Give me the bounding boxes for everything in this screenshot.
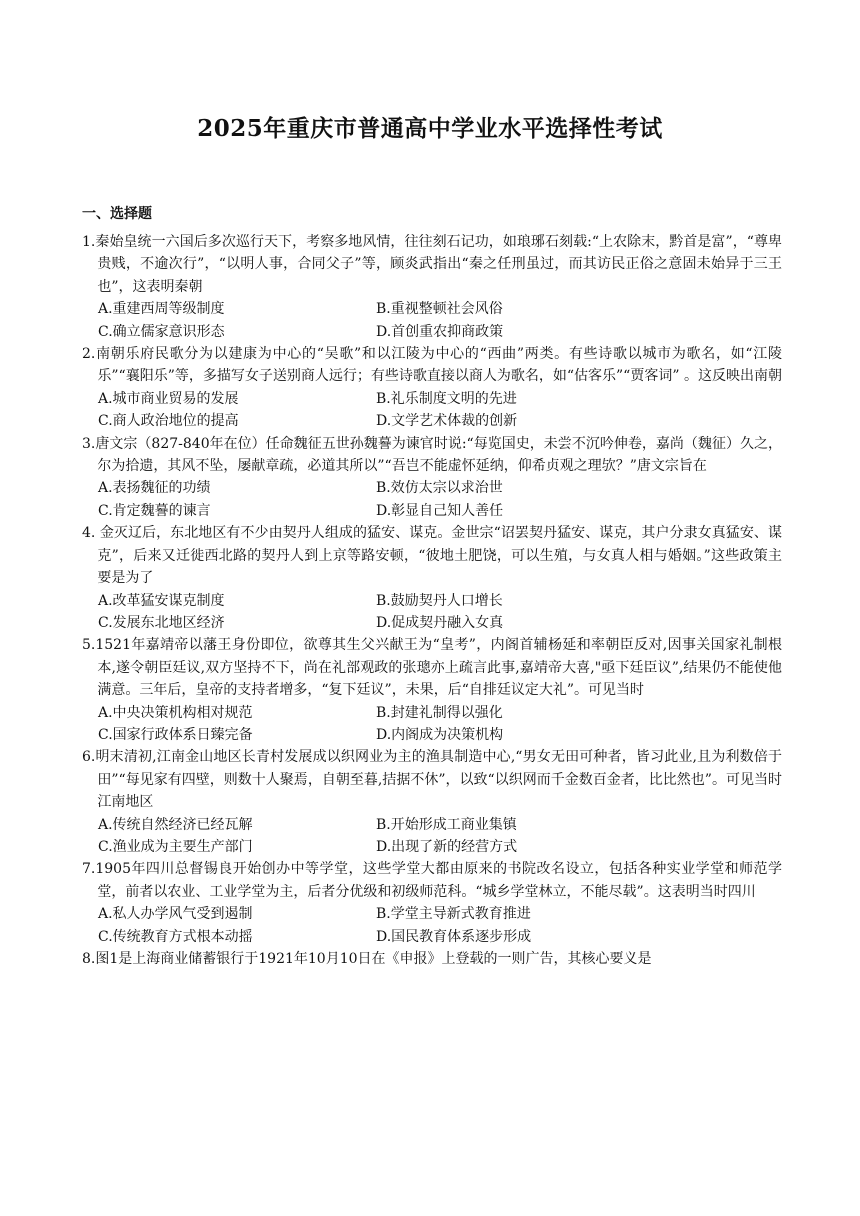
option-grid (82, 298, 782, 343)
answer-option: D.彰显自己知人善任 (376, 502, 504, 519)
document-title: 2025年重庆市普通高中学业水平选择性考试 (197, 115, 663, 142)
question-block (82, 231, 782, 343)
answer-option: A.传统自然经济已经瓦解 (98, 816, 253, 833)
answer-option: C.确立儒家意识形态 (98, 323, 225, 340)
answer-option: D.文学艺术体裁的创新 (376, 413, 518, 430)
question-block (82, 634, 782, 746)
answer-option: B.鼓励契丹人口增长 (376, 592, 503, 609)
answer-option: A.改革猛安谋克制度 (98, 592, 225, 609)
option-grid (82, 388, 782, 433)
option-grid (82, 590, 782, 635)
answer-option: B.效仿太宗以求治世 (376, 480, 503, 497)
question-block (82, 522, 782, 634)
answer-option: D.出现了新的经营方式 (376, 838, 518, 855)
answer-option: D.国民教育体系逐步形成 (376, 928, 532, 945)
question-stem: 2.南朝乐府民歌分为以建康为中心的“吴歌”和以江陵为中心的“西曲”两类。有些诗歌以城市为歌名，如“江陵乐”“襄阳乐”等，多描写女子送别商人远行；有些诗歌直接以商人为歌名，如“估客乐”“贾客词” 。这反映出南朝 (82, 346, 782, 385)
answer-option: C.发展东北地区经济 (98, 614, 225, 631)
answer-option: C.国家行政体系日臻完备 (98, 726, 253, 743)
option-grid (82, 702, 782, 747)
answer-option: A.重建西周等级制度 (98, 301, 225, 318)
answer-option: A.中央决策机构相对规范 (98, 704, 253, 721)
answer-option: B.学堂主导新式教育推进 (376, 906, 531, 923)
answer-option: A.城市商业贸易的发展 (98, 390, 239, 407)
question-list (82, 231, 782, 970)
answer-option: C.商人政治地位的提高 (98, 413, 239, 430)
answer-option: C.肯定魏謩的谏言 (98, 502, 211, 519)
question-stem: 3.唐文宗（827-840年在位）任命魏征五世孙魏謩为谏官时说:“每览国史，未尝不沉吟伸卷，嘉尚（魏征）久之，尔为拾遗，其风不坠，屡献章疏，必道其所以”“吾岂不能虚怀延纳，仰希贞观之理欤？”唐文宗旨在 (82, 435, 782, 475)
answer-option: A.表扬魏征的功绩 (98, 480, 211, 497)
section-heading: 一、选择题 (82, 206, 152, 222)
question-stem: 6.明末清初,江南金山地区长青村发展成以织网业为主的渔具制造中心,“男女无田可种者，皆习此业,且为利数倍于田”“每见家有四壁，则数十人聚焉，自朝至暮,拮据不休”，以致“以织网而千金数百金者，比比然也”。可见当时江南地区 (82, 749, 782, 811)
answer-option: D.首创重农抑商政策 (376, 323, 504, 340)
answer-option: C.渔业成为主要生产部门 (98, 838, 253, 855)
question-stem: 5.1521年嘉靖帝以藩王身份即位，欲尊其生父兴献王为“皇考”，内阁首辅杨延和率朝臣反对,因事关国家礼制根本,遂令朝臣廷议,双方坚持不下，尚在礼部观政的张璁亦上疏言此事,嘉靖帝大喜,"亟下廷臣议”,结果仍不能使他满意。三年后，皇帝的支持者增多，“复下廷议”，未果，后“自排廷议定大礼”。可见当时 (82, 637, 782, 699)
question-block (82, 746, 782, 858)
question-block (82, 343, 782, 433)
question-stem: 8.图1是上海商业储蓄银行于1921年10月10日在《申报》上登载的一则广告，其核心要义是 (82, 951, 652, 967)
option-grid (82, 903, 782, 948)
question-block (82, 948, 782, 970)
answer-option: B.开始形成工商业集镇 (376, 816, 517, 833)
answer-option: D.促成契丹融入女真 (376, 614, 504, 631)
question-block (82, 858, 782, 948)
answer-option: A.私人办学风气受到遏制 (98, 906, 253, 923)
question-stem: 7.1905年四川总督锡良开始创办中等学堂，这些学堂大都由原来的书院改名设立，包括各种实业学堂和师范学堂，前者以农业、工业学堂为主，后者分优级和初级师范科。“城乡学堂林立，不能尽载”。这表明当时四川 (82, 861, 782, 900)
answer-option: B.重视整顿社会风俗 (376, 301, 503, 318)
answer-option: B.封建礼制得以强化 (376, 704, 503, 721)
question-block (82, 433, 782, 523)
question-stem: 4. 金灭辽后，东北地区有不少由契丹人组成的猛安、谋克。金世宗“诏罢契丹猛安、谋克，其户分隶女真猛安、谋克”，后来又迁徙西北路的契丹人到上京等路安顿，“彼地土肥饶，可以生殖，与女真人相与婚姻。”这些政策主要是为了 (82, 525, 782, 587)
answer-option: B.礼乐制度文明的先进 (376, 390, 517, 407)
question-stem: 1.秦始皇统一六国后多次巡行天下，考察多地风情，往往刻石记功，如琅琊石刻载:“上农除末，黔首是富”，“尊卑贵贱，不逾次行”，“以明人事，合同父子”等，顾炎武指出“秦之任刑虽过，而其访民正俗之意固未始异于三王也”，这表明秦朝 (82, 234, 782, 295)
option-grid (82, 477, 782, 522)
answer-option: D.内阁成为决策机构 (376, 726, 504, 743)
answer-option: C.传统教育方式根本动摇 (98, 928, 253, 945)
option-grid (82, 814, 782, 859)
